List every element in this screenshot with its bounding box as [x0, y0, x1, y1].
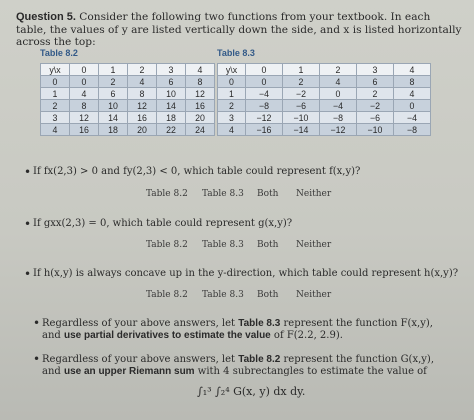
table-row — [218, 112, 431, 124]
table-row — [41, 88, 215, 100]
row-label-cell: 3 — [41, 112, 70, 124]
table-cell: 8 — [128, 88, 157, 100]
table-cell: −6 — [283, 100, 320, 112]
table-cell: 22 — [157, 124, 186, 136]
table-cell: 8 — [394, 76, 431, 88]
table-row — [218, 88, 431, 100]
table-row — [41, 76, 215, 88]
t83-header-cell: 3 — [357, 64, 394, 76]
question-number: Question 5. — [16, 11, 76, 23]
table-cell: 2 — [283, 76, 320, 88]
table-cell: 14 — [157, 100, 186, 112]
table-cell: −2 — [283, 88, 320, 100]
table-cell: 12 — [128, 100, 157, 112]
row-label-cell: 0 — [41, 76, 70, 88]
paragraph-riemann-sum — [42, 354, 442, 378]
question-body: Consider the following two functions from your textbook. In each table, the values of y are listed vertically down the side, and x is listed horizontally across the top: — [16, 11, 462, 48]
table-cell: 0 — [246, 76, 283, 88]
table-8-2 — [40, 63, 215, 136]
item-2-text: If gxx(2,3) = 0, which table could represent g(x,y)? — [33, 218, 293, 229]
table-cell: 4 — [70, 88, 99, 100]
table-cell: −6 — [357, 112, 394, 124]
table-cell: 0 — [320, 88, 357, 100]
p2-bold2: use an upper Riemann sum — [63, 366, 195, 377]
t83-header-cell: 4 — [394, 64, 431, 76]
table-cell: 24 — [186, 124, 215, 136]
option-2-neither[interactable]: Neither — [296, 240, 332, 250]
option-2-both[interactable]: Both — [257, 240, 279, 250]
table-cell: −8 — [394, 124, 431, 136]
table-cell: 16 — [70, 124, 99, 136]
table-row — [218, 100, 431, 112]
item-1-text: If fx(2,3) > 0 and fy(2,3) < 0, which table could represent f(x,y)? — [33, 166, 361, 177]
t82-header-row — [41, 64, 215, 76]
t82-header-cell: 1 — [99, 64, 128, 76]
table-row — [41, 124, 215, 136]
option-1-both[interactable]: Both — [257, 189, 279, 199]
p1-bold1: Table 8.3 — [238, 318, 281, 329]
question-text — [16, 11, 464, 49]
t83-header-cell: 1 — [283, 64, 320, 76]
p1-pre: Regardless of your above answers, let — [42, 318, 239, 329]
table-cell: −2 — [357, 100, 394, 112]
table-cell: 18 — [157, 112, 186, 124]
row-label-cell: 2 — [218, 100, 246, 112]
t82-header-cell: y\x — [41, 64, 70, 76]
table-cell: −10 — [283, 112, 320, 124]
table-cell: 2 — [357, 88, 394, 100]
table-8-3-title: Table 8.3 — [217, 48, 255, 58]
table-cell: −12 — [246, 112, 283, 124]
table-cell: −4 — [320, 100, 357, 112]
t83-header-cell: y\x — [218, 64, 246, 76]
table-cell: 8 — [70, 100, 99, 112]
row-label-cell: 0 — [218, 76, 246, 88]
option-1-table83[interactable]: Table 8.3 — [202, 189, 244, 199]
option-2-table83[interactable]: Table 8.3 — [202, 240, 244, 250]
p2-mid: represent the function G(x,y), and — [42, 354, 435, 377]
p2-bold1: Table 8.2 — [238, 354, 281, 365]
item-3-text: If h(x,y) is always concave up in the y-direction, which table could represent h(x,y)? — [33, 268, 459, 279]
table-cell: 12 — [70, 112, 99, 124]
table-cell: −12 — [320, 124, 357, 136]
integral-expression: ∫₁³ ∫₂⁴ G(x, y) dx dy. — [197, 385, 306, 398]
table-cell: 20 — [128, 124, 157, 136]
item-2 — [33, 218, 292, 229]
table-cell: 0 — [394, 100, 431, 112]
table-cell: −4 — [394, 112, 431, 124]
table-cell: 16 — [186, 100, 215, 112]
p2-pre: Regardless of your above answers, let — [42, 354, 239, 365]
t82-header-cell: 3 — [157, 64, 186, 76]
table-cell: −10 — [357, 124, 394, 136]
table-cell: 4 — [394, 88, 431, 100]
table-cell: 4 — [128, 76, 157, 88]
table-row — [218, 124, 431, 136]
t82-header-cell: 4 — [186, 64, 215, 76]
table-row — [41, 112, 215, 124]
p1-mid: represent the function F(x,y), and — [42, 318, 433, 341]
t83-header-cell: 2 — [320, 64, 357, 76]
table-cell: −8 — [246, 100, 283, 112]
item-1 — [33, 166, 360, 177]
table-cell: −16 — [246, 124, 283, 136]
t82-header-cell: 0 — [70, 64, 99, 76]
table-cell: −4 — [246, 88, 283, 100]
table-cell: 16 — [128, 112, 157, 124]
table-cell: 6 — [157, 76, 186, 88]
option-3-both[interactable]: Both — [257, 290, 279, 300]
table-cell: 0 — [70, 76, 99, 88]
table-cell: 20 — [186, 112, 215, 124]
table-cell: 8 — [186, 76, 215, 88]
row-label-cell: 1 — [218, 88, 246, 100]
table-cell: 2 — [99, 76, 128, 88]
row-label-cell: 4 — [218, 124, 246, 136]
table-cell: 6 — [99, 88, 128, 100]
p1-bold2: use partial derivatives to estimate the value — [63, 330, 271, 341]
table-cell: −8 — [320, 112, 357, 124]
row-label-cell: 4 — [41, 124, 70, 136]
table-cell: 18 — [99, 124, 128, 136]
t82-header-cell: 2 — [128, 64, 157, 76]
table-cell: 4 — [320, 76, 357, 88]
option-3-neither[interactable]: Neither — [296, 290, 332, 300]
table-cell: −14 — [283, 124, 320, 136]
table-cell: 6 — [357, 76, 394, 88]
option-1-table82[interactable]: Table 8.2 — [146, 189, 188, 199]
t83-header-cell: 0 — [246, 64, 283, 76]
row-label-cell: 3 — [218, 112, 246, 124]
table-cell: 10 — [99, 100, 128, 112]
p1-post: of F(2.2, 2.9). — [270, 330, 343, 341]
option-3-table82[interactable]: Table 8.2 — [146, 290, 188, 300]
table-row — [218, 76, 431, 88]
table-cell: 10 — [157, 88, 186, 100]
table-8-3 — [217, 63, 431, 136]
option-2-table82[interactable]: Table 8.2 — [146, 240, 188, 250]
option-3-table83[interactable]: Table 8.3 — [202, 290, 244, 300]
table-cell: 12 — [186, 88, 215, 100]
item-3 — [33, 268, 458, 279]
option-1-neither[interactable]: Neither — [296, 189, 332, 199]
row-label-cell: 1 — [41, 88, 70, 100]
t83-header-row — [218, 64, 431, 76]
paragraph-partial-derivatives — [42, 318, 442, 342]
p2-post: with 4 subrectangles to estimate the value of — [194, 366, 427, 377]
row-label-cell: 2 — [41, 100, 70, 112]
table-cell: 14 — [99, 112, 128, 124]
table-row — [41, 100, 215, 112]
table-8-2-title: Table 8.2 — [40, 48, 78, 58]
